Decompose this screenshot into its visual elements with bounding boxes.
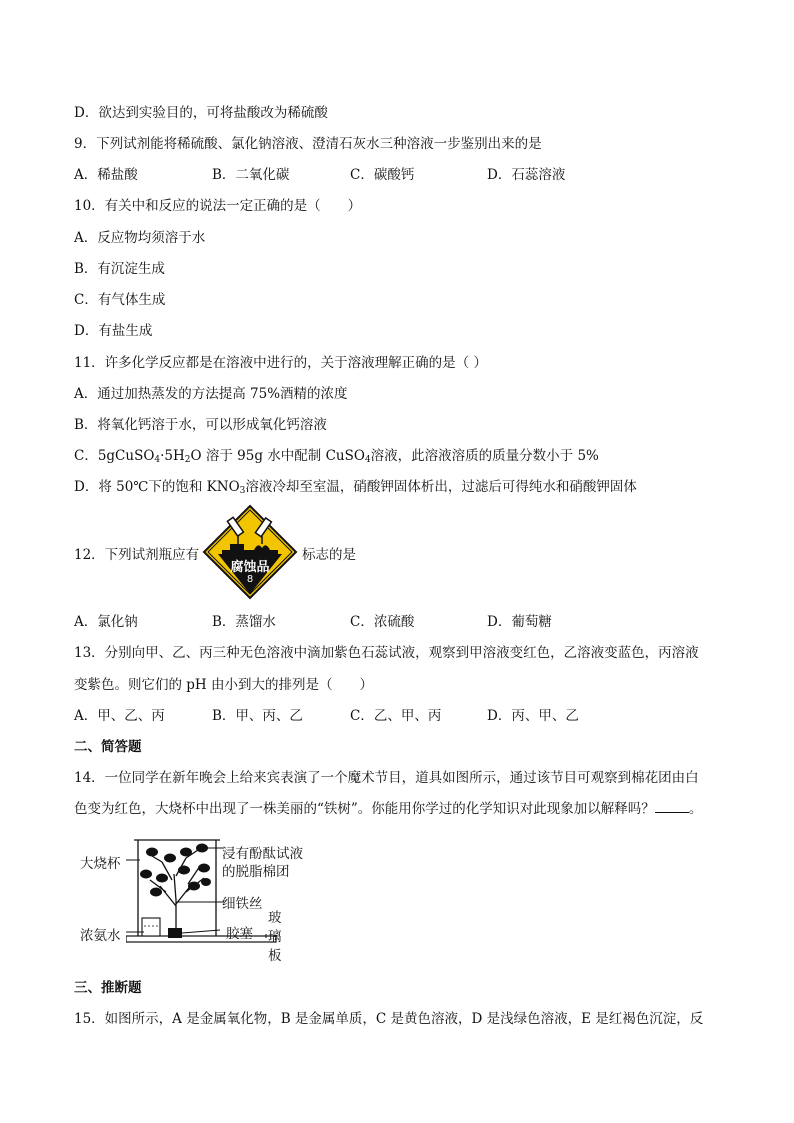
q10-stem: 10．有关中和反应的说法一定正确的是（ ） [74, 198, 362, 214]
section-heading-2: 二、简答题 [74, 739, 142, 755]
q11-stem: 11．许多化学反应都是在溶液中进行的，关于溶液理解正确的是（ ） [74, 355, 487, 371]
label-beaker: 大烧杯 [80, 856, 121, 872]
q12-option-a: A．氯化钠 [74, 614, 138, 630]
corrosive-sign-text: 腐蚀品 [230, 560, 270, 575]
label-glass-plate-3: 板 [268, 948, 282, 964]
q11-option-c: C．$5gCuSO_4\cdot 5H_2O$ 溶于 95g 水中配制 CuSO$_4$溶液，此溶液溶质的质量分数小于 5% [74, 448, 599, 465]
label-stopper: 胶塞 [226, 926, 253, 942]
q12-option-b: B．蒸馏水 [212, 614, 276, 630]
q12-stem-before: 12．下列试剂瓶应有 [74, 547, 200, 563]
q10-option-b: B．有沉淀生成 [74, 261, 165, 277]
q11-option-d: D．将 50℃下的饱和 $KNO_3$溶液冷却至室温，硝酸钾固体析出，过滤后可得纯水和硝酸钾固体 [74, 479, 637, 496]
label-cotton-line2: 的脱脂棉团 [222, 864, 290, 880]
label-ammonia: 浓氨水 [80, 928, 121, 944]
label-cotton-line1: 浸有酚酞试液 [222, 846, 303, 862]
q12-stem-after: 标志的是 [302, 547, 356, 563]
q9-option-d: D．石蕊溶液 [487, 167, 566, 183]
q12-option-d: D．葡萄糖 [487, 614, 552, 630]
q13-stem-line1: 13．分别向甲、乙、丙三种无色溶液中滴加紫色石蕊试液，观察到甲溶液变红色，乙溶液变蓝色，丙溶液 [74, 645, 699, 661]
q13-stem-line2: 变紫色。则它们的 pH 由小到大的排列是（ ） [74, 677, 373, 693]
q8-option-d: D．欲达到实验目的，可将盐酸改为稀硫酸 [74, 105, 328, 121]
q10-option-c: C．有气体生成 [74, 292, 166, 308]
section-heading-3: 三、推断题 [74, 980, 142, 996]
q10-option-d: D．有盐生成 [74, 323, 153, 339]
q9-option-a: A．稀盐酸 [74, 167, 138, 183]
q14-stem-line1: 14．一位同学在新年晚会上给来宾表演了一个魔术节目，道具如图所示，通过该节目可观察到棉花团由白 [74, 770, 699, 786]
q9-option-b: B．二氧化碳 [212, 167, 290, 183]
answer-blank [655, 800, 689, 813]
q15-stem-line1: 15．如图所示，A 是金属氧化物，B 是金属单质，C 是黄色溶液，D 是浅绿色溶液，E 是红褐色沉淀，反 [74, 1011, 704, 1027]
q12-option-c: C．浓硫酸 [350, 614, 415, 630]
q13-option-c: C．乙、甲、丙 [350, 708, 442, 724]
q11-option-b: B．将氧化钙溶于水，可以形成氧化钙溶液 [74, 417, 327, 433]
corrosive-sign-icon [202, 504, 298, 600]
q10-option-a: A．反应物均须溶于水 [74, 230, 206, 246]
q11-option-a: A．通过加热蒸发的方法提高 75%酒精的浓度 [74, 386, 348, 402]
q9-option-c: C．碳酸钙 [350, 167, 415, 183]
label-glass-plate-2: 璃 [268, 929, 282, 945]
q13-option-a: A．甲、乙、丙 [74, 708, 165, 724]
label-iron-wire: 细铁丝 [222, 896, 263, 912]
corrosive-sign-number: 8 [246, 574, 254, 585]
label-glass-plate-1: 玻 [268, 910, 282, 926]
q14-stem-line2: 色变为红色，大烧杯中出现了一株美丽的“铁树”。你能用你学过的化学知识对此现象加以解释吗？ 。 [74, 801, 703, 817]
q13-option-d: D．丙、甲、乙 [487, 708, 579, 724]
q9-stem: 9．下列试剂能将稀硫酸、氯化钠溶液、澄清石灰水三种溶液一步鉴别出来的是 [74, 136, 542, 152]
q13-option-b: B．甲、丙、乙 [212, 708, 303, 724]
